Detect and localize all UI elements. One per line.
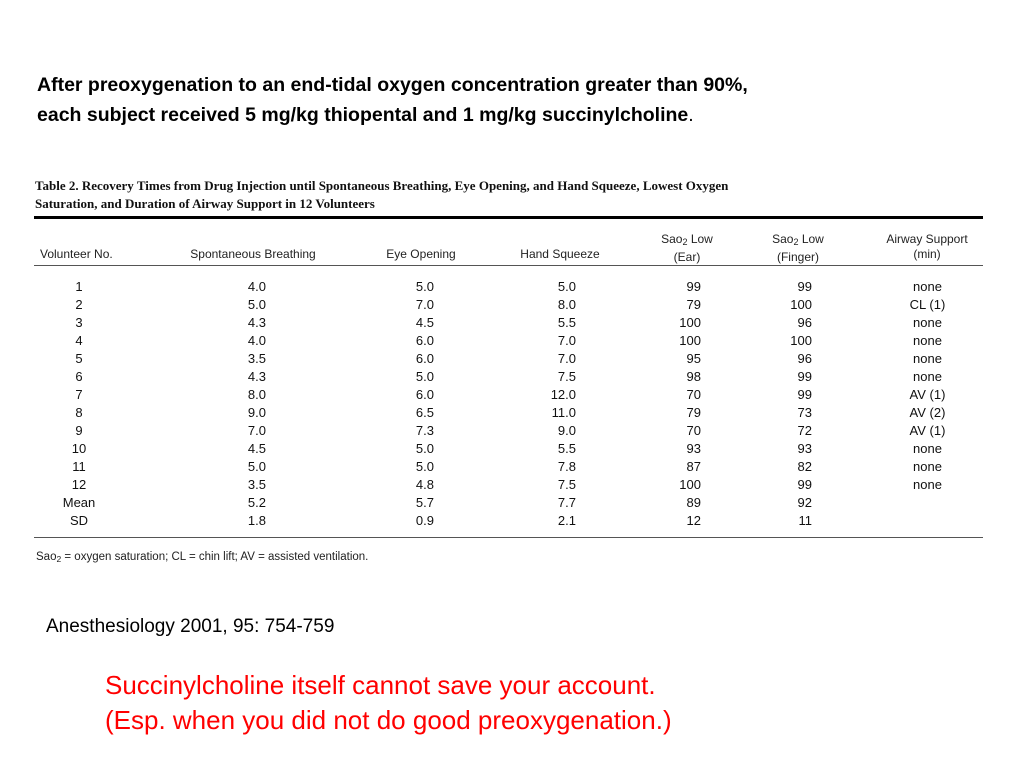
table-cell-finger: 100 (790, 297, 812, 312)
table-cell-finger: 96 (797, 315, 812, 330)
table-cell-eye: 7.3 (415, 423, 434, 438)
table-cell-hand: 7.0 (557, 333, 576, 348)
table-cell-volunteer: 4 (75, 333, 83, 348)
table-cell-volunteer: Mean (62, 495, 96, 510)
table-cell-eye: 5.0 (415, 369, 434, 384)
table-cell-finger: 93 (797, 441, 812, 456)
header-sao2-ear-line-2: (Ear) (673, 250, 701, 264)
table-cell-finger: 82 (797, 459, 812, 474)
table-cell-volunteer: 8 (75, 405, 83, 420)
footnote-subscript: 2 (56, 554, 62, 564)
footnote-sao: Sao (36, 551, 57, 563)
column-sao2-finger (770, 278, 812, 530)
intro-line-1: After preoxygenation to an end-tidal oxygen concentration greater than 90%, (37, 74, 748, 96)
header-sao2-ear-subscript: 2 (682, 237, 688, 247)
table-cell-ear: 79 (686, 405, 701, 420)
header-breathing (170, 247, 336, 262)
table-cell-airway: CL (1) (909, 297, 946, 312)
table-cell-airway (880, 512, 975, 530)
header-sao2-finger-sao: Sao (772, 232, 794, 246)
red-message-line-2: (Esp. when you did not do good preoxygenation.) (105, 705, 672, 735)
table-cell-ear: 98 (686, 369, 701, 384)
table-cell-breathing: 3.5 (247, 351, 266, 366)
table-cell-ear: 100 (679, 477, 701, 492)
table-cell-finger: 99 (797, 369, 812, 384)
header-breathing-label: Spontaneous Breathing (190, 247, 316, 261)
table-cell-breathing: 4.3 (247, 315, 266, 330)
header-sao2-finger-subscript: 2 (793, 237, 799, 247)
header-volunteer (40, 247, 113, 262)
table-cell-ear: 70 (686, 423, 701, 438)
header-eye-opening (370, 247, 472, 262)
table-cell-airway: AV (2) (909, 405, 946, 420)
table-cell-eye: 4.5 (415, 315, 434, 330)
header-hand-squeeze (505, 247, 615, 262)
table-cell-eye: 5.0 (415, 459, 434, 474)
header-sao2-finger-line-2: (Finger) (776, 250, 819, 264)
column-eye-opening (388, 278, 434, 530)
table-cell-volunteer: 12 (71, 477, 87, 492)
table-cell-airway: none (913, 315, 942, 330)
table-cell-eye: 6.5 (415, 405, 434, 420)
table-bottom-rule (34, 537, 983, 538)
table-cell-hand: 11.0 (551, 405, 576, 420)
column-sao2-ear (660, 278, 701, 530)
table-cell-ear: 12 (686, 513, 701, 528)
header-sao2-finger-line-1 (755, 232, 841, 250)
table-cell-eye: 5.7 (415, 495, 434, 510)
header-sao2-ear (645, 232, 729, 265)
table-cell-airway: none (913, 369, 942, 384)
table-title-line-2: Saturation, and Duration of Airway Support in 12 Volunteers (35, 196, 375, 211)
table-cell-hand: 5.0 (557, 279, 576, 294)
header-sao2-finger-low: Low (798, 232, 824, 246)
table-cell-finger: 92 (797, 495, 812, 510)
intro-line-2-text: each subject received 5 mg/kg thiopental and 1 mg/kg succinylcholine (37, 104, 689, 126)
table-cell-ear: 95 (686, 351, 701, 366)
citation: Anesthesiology 2001, 95: 754-759 (46, 616, 335, 637)
table-cell-breathing: 8.0 (247, 387, 266, 402)
header-hand-squeeze-label: Hand Squeeze (520, 247, 600, 261)
table-cell-eye: 4.8 (415, 477, 434, 492)
table-cell-eye: 6.0 (415, 333, 434, 348)
table-cell-finger: 99 (797, 387, 812, 402)
table-cell-breathing: 5.0 (247, 297, 266, 312)
table-cell-breathing: 4.3 (247, 369, 266, 384)
table-cell-finger: 72 (797, 423, 812, 438)
table-cell-breathing: 7.0 (247, 423, 266, 438)
table-cell-hand: 9.0 (557, 423, 576, 438)
table-cell-volunteer: 10 (71, 441, 87, 456)
header-sao2-ear-sao: Sao (661, 232, 683, 246)
table-cell-airway: AV (1) (909, 423, 946, 438)
table-cell-volunteer: 1 (75, 279, 83, 294)
table-footnote (36, 551, 368, 564)
table-cell-breathing: 4.5 (247, 441, 266, 456)
table-cell-ear: 93 (686, 441, 701, 456)
column-volunteer (54, 278, 104, 530)
table-cell-finger: 99 (797, 279, 812, 294)
table-cell-ear: 100 (679, 315, 701, 330)
table-cell-volunteer: 3 (75, 315, 83, 330)
table-cell-finger: 96 (797, 351, 812, 366)
table-cell-ear: 87 (686, 459, 701, 474)
table-cell-airway: none (913, 351, 942, 366)
table-cell-hand: 7.5 (557, 477, 576, 492)
table-cell-ear: 70 (686, 387, 701, 402)
intro-text (37, 70, 997, 130)
table-cell-ear: 100 (679, 333, 701, 348)
table-top-rule (34, 216, 983, 219)
table-cell-hand: 5.5 (557, 315, 576, 330)
table-cell-hand: 2.1 (557, 513, 576, 528)
table-cell-eye: 5.0 (415, 441, 434, 456)
column-breathing (220, 278, 266, 530)
table-cell-breathing: 4.0 (247, 333, 266, 348)
table-cell-airway: none (913, 441, 942, 456)
table-cell-hand: 7.7 (557, 495, 576, 510)
red-message-line-1: Succinylcholine itself cannot save your account. (105, 670, 656, 700)
table-cell-finger: 73 (797, 405, 812, 420)
intro-line-2 (37, 100, 997, 130)
table-cell-airway: none (913, 459, 942, 474)
table-title-line-1: Table 2. Recovery Times from Drug Injection until Spontaneous Breathing, Eye Opening, and Hand Squeeze, Lowest Oxygen (35, 178, 729, 193)
header-sao2-ear-low: Low (687, 232, 713, 246)
table-cell-hand: 7.8 (557, 459, 576, 474)
table-cell-hand: 7.0 (557, 351, 576, 366)
table-cell-volunteer: 9 (75, 423, 83, 438)
table-cell-eye: 6.0 (415, 351, 434, 366)
table-cell-eye: 5.0 (415, 279, 434, 294)
table-cell-breathing: 5.2 (247, 495, 266, 510)
table-cell-breathing: 4.0 (247, 279, 266, 294)
table-cell-finger: 100 (790, 333, 812, 348)
header-volunteer-label: Volunteer No. (40, 247, 113, 261)
table-cell-hand: 7.5 (557, 369, 576, 384)
table-cell-hand: 12.0 (550, 387, 576, 402)
table-cell-airway: none (913, 279, 942, 294)
table-cell-volunteer: 7 (75, 387, 83, 402)
table-cell-volunteer: 2 (75, 297, 83, 312)
table-cell-airway: AV (1) (909, 387, 946, 402)
table-cell-ear: 89 (686, 495, 701, 510)
table-cell-eye: 7.0 (415, 297, 434, 312)
header-sao2-finger (755, 232, 841, 265)
header-rule (34, 265, 983, 266)
table-cell-volunteer: SD (69, 513, 89, 528)
footnote-text: = oxygen saturation; CL = chin lift; AV = assisted ventilation. (61, 551, 369, 563)
table-cell-finger: 11 (798, 513, 812, 528)
table-cell-hand: 5.5 (557, 441, 576, 456)
column-airway-support (880, 278, 975, 530)
red-message (105, 668, 672, 738)
intro-line-2-period: . (688, 104, 694, 126)
table-cell-ear: 79 (686, 297, 701, 312)
table-cell-airway: none (913, 333, 942, 348)
table-cell-breathing: 9.0 (247, 405, 266, 420)
table-title (35, 177, 985, 213)
table-cell-eye: 6.0 (415, 387, 434, 402)
table-cell-breathing: 5.0 (247, 459, 266, 474)
column-hand-squeeze (530, 278, 576, 530)
header-eye-opening-label: Eye Opening (386, 247, 456, 261)
table-cell-volunteer: 6 (75, 369, 83, 384)
table-cell-airway (880, 494, 975, 512)
table-cell-ear: 99 (686, 279, 701, 294)
table-cell-breathing: 3.5 (247, 477, 266, 492)
table-cell-eye: 0.9 (415, 513, 434, 528)
table-cell-volunteer: 5 (75, 351, 83, 366)
header-airway-support (870, 232, 984, 262)
table-cell-airway: none (913, 477, 942, 492)
table-cell-finger: 99 (797, 477, 812, 492)
table-cell-hand: 8.0 (557, 297, 576, 312)
table-cell-volunteer: 11 (72, 459, 86, 474)
header-airway-support-line-2: (min) (913, 247, 941, 261)
header-airway-support-line-1: Airway Support (886, 232, 968, 246)
header-sao2-ear-line-1 (645, 232, 729, 250)
table-cell-breathing: 1.8 (247, 513, 266, 528)
